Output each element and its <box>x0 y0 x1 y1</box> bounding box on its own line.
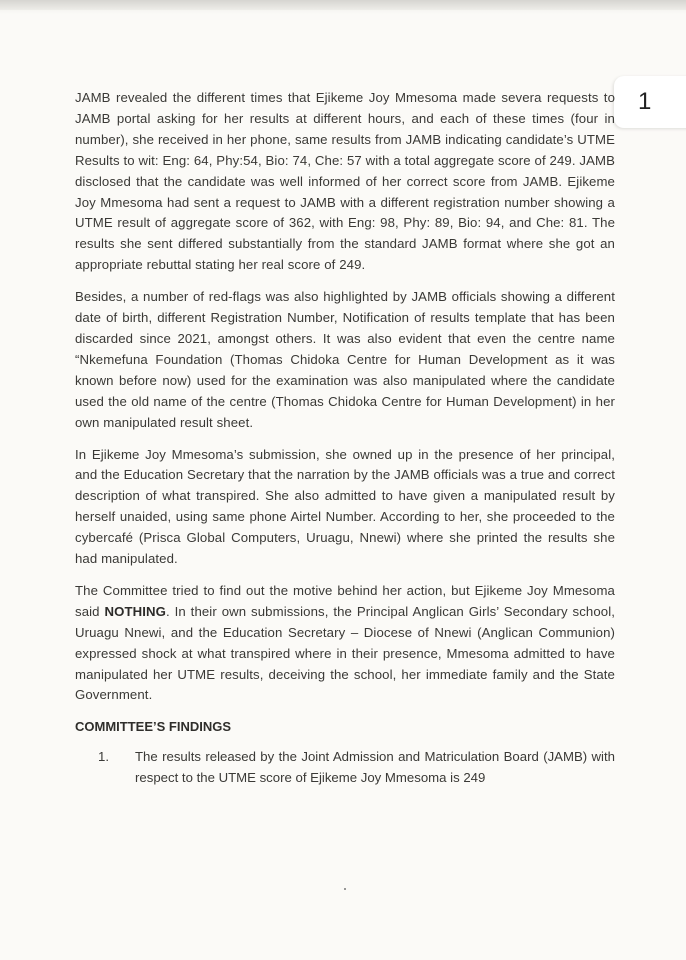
motive-text-after: . In their own submissions, the Principal Anglican Girls’ Secondary school, Uruagu Nnewi, and the Education Secretary – Diocese of Nnewi (Anglican Communion) expressed shock at what transpired where in their presence, Mmesoma admitted to have manipulated her UTME results, deceiving the school, her immediate family and the State Government. <box>75 603 615 703</box>
paragraph-red-flags: Besides, a number of red-flags was also highlighted by JAMB officials showing a different date of birth, different Registration Number, Notification of results template that has been discarded since 2021, amongst others. It was also evident that even the centre name “Nkemefuna Foundation (Thomas Chidoka Centre for Human Development as it was known before now) used for the examination was also manipulated where the candidate used the old name of the centre (Thomas Chidoka Centre for Human Development) in her own manipulated result sheet. <box>75 289 615 430</box>
motive-text-before: The Committee tried to find out the motive behind her action, but Ejikeme Joy Mmesoma said <box>75 582 615 619</box>
findings-heading: COMMITTEE’S FINDINGS <box>75 719 231 735</box>
paragraph-jamb-requests: JAMB revealed the different times that Ejikeme Joy Mmesoma made severa requests to JAMB portal asking for her results at different hours, and each of these times (four in number), she received in her phone, same results from JAMB indicating candidate’s UTME Results to wit: Eng: 64, Phy:54, Bio: 74, Che: 57 with a total aggregate score of 249. JAMB disclosed that the candidate was well informed of her correct score from JAMB. Ejikeme Joy Mmesoma had sent a request to JAMB with a different registration number showing a UTME result of aggregate score of 362, with Eng: 98, Phy: 89, Bio: 94, and Che: 81. The results she sent differed substantially from the standard JAMB format where she got an appropriate rebuttal stating her real score of 249. <box>75 90 615 273</box>
list-item-number: 1. <box>98 749 109 765</box>
motive-emphasis: NOTHING <box>104 603 166 619</box>
findings-list-item <box>75 747 615 789</box>
paragraph-motive <box>75 581 615 706</box>
page-top-edge <box>0 0 686 10</box>
stray-mark <box>344 888 346 890</box>
paragraph-submission: In Ejikeme Joy Mmesoma’s submission, she owned up in the presence of her principal, and the Education Secretary that the narration by the JAMB officials was a true and correct description of what transpired. She also admitted to have given a manipulated result by herself unaided, using same phone Airtel Number. According to her, she proceeded to the cybercafé (Prisca Global Computers, Uruagu, Nnewi) where she printed the results she had manipulated. <box>75 446 615 567</box>
page-number: 1 <box>638 88 652 115</box>
document-body <box>75 88 615 789</box>
list-item-text: The results released by the Joint Admission and Matriculation Board (JAMB) with respect to the UTME score of Ejikeme Joy Mmesoma is 249 <box>135 749 615 786</box>
